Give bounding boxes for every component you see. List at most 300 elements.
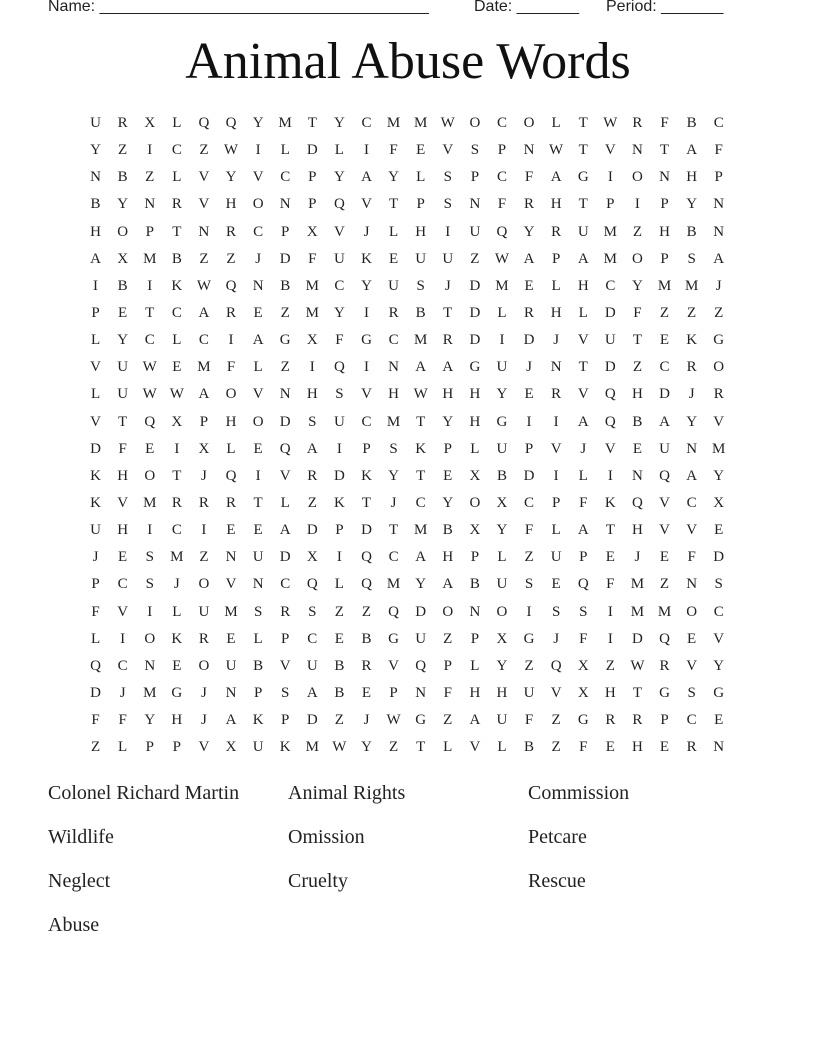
grid-letter[interactable]: W — [603, 115, 618, 131]
grid-letter[interactable]: U — [523, 684, 535, 701]
grid-letter[interactable]: J — [92, 549, 99, 566]
grid-letter[interactable]: M — [657, 277, 672, 294]
grid-letter[interactable]: B — [686, 115, 697, 131]
grid-letter[interactable]: H — [442, 386, 454, 403]
grid-letter[interactable]: L — [416, 169, 426, 186]
grid-letter[interactable]: D — [469, 304, 481, 321]
grid-letter[interactable]: T — [632, 332, 642, 349]
grid-letter[interactable]: O — [144, 467, 156, 484]
grid-letter[interactable]: X — [171, 413, 183, 430]
grid-letter[interactable]: Q — [225, 277, 237, 294]
grid-letter[interactable]: D — [279, 549, 291, 566]
grid-letter[interactable]: I — [201, 522, 207, 539]
grid-letter[interactable]: C — [361, 413, 372, 430]
grid-letter[interactable]: U — [117, 359, 129, 376]
grid-letter[interactable]: M — [414, 522, 428, 539]
grid-letter[interactable]: Z — [551, 739, 561, 756]
grid-letter[interactable]: P — [443, 657, 452, 674]
grid-letter[interactable]: K — [90, 467, 101, 484]
grid-letter[interactable]: E — [605, 549, 615, 566]
grid-letter[interactable]: Q — [415, 657, 427, 674]
grid-letter[interactable]: L — [172, 169, 182, 186]
grid-letter[interactable]: L — [551, 522, 561, 539]
grid-letter[interactable]: D — [415, 603, 427, 620]
grid-letter[interactable]: M — [657, 603, 672, 620]
grid-letter[interactable]: A — [686, 467, 698, 484]
grid-letter[interactable]: S — [443, 169, 452, 186]
grid-letter[interactable]: P — [91, 304, 100, 321]
grid-letter[interactable]: I — [255, 142, 261, 159]
grid-letter[interactable]: I — [553, 413, 559, 430]
grid-letter[interactable]: J — [553, 332, 560, 349]
grid-letter[interactable]: E — [118, 549, 128, 566]
grid-letter[interactable]: U — [415, 250, 427, 267]
grid-letter[interactable]: Y — [686, 413, 698, 430]
grid-letter[interactable]: A — [225, 712, 237, 729]
grid-letter[interactable]: Q — [333, 196, 345, 213]
grid-letter[interactable]: Q — [659, 630, 670, 647]
grid-letter[interactable]: E — [145, 440, 155, 457]
grid-letter[interactable]: E — [714, 712, 724, 729]
grid-letter[interactable]: V — [117, 603, 129, 620]
grid-letter[interactable]: A — [198, 386, 210, 403]
grid-letter[interactable]: U — [252, 549, 264, 566]
grid-letter[interactable]: N — [388, 359, 399, 376]
grid-letter[interactable]: I — [228, 332, 234, 349]
grid-letter[interactable]: G — [279, 332, 291, 349]
grid-letter[interactable]: N — [198, 223, 210, 240]
grid-letter[interactable]: O — [252, 413, 264, 430]
grid-letter[interactable]: H — [496, 684, 508, 701]
grid-letter[interactable]: V — [279, 467, 291, 484]
grid-letter[interactable]: C — [144, 332, 155, 349]
grid-letter[interactable]: Q — [225, 467, 237, 484]
grid-letter[interactable]: P — [91, 576, 100, 593]
grid-letter[interactable]: C — [307, 630, 318, 647]
grid-letter[interactable]: J — [580, 440, 587, 457]
grid-letter[interactable]: M — [197, 359, 211, 376]
grid-letter[interactable]: C — [524, 494, 535, 511]
grid-letter[interactable]: U — [496, 712, 508, 729]
grid-letter[interactable]: H — [577, 277, 589, 294]
grid-letter[interactable]: A — [442, 576, 454, 593]
grid-letter[interactable]: F — [606, 576, 615, 593]
grid-letter[interactable]: N — [252, 576, 264, 593]
grid-letter[interactable]: N — [686, 440, 698, 457]
grid-letter[interactable]: B — [442, 522, 453, 539]
grid-letter[interactable]: Z — [632, 359, 642, 376]
grid-letter[interactable]: B — [496, 467, 507, 484]
grid-letter[interactable]: F — [91, 712, 100, 729]
grid-letter[interactable]: R — [632, 712, 643, 729]
grid-letter[interactable]: P — [551, 250, 561, 267]
grid-letter[interactable]: K — [604, 494, 616, 511]
grid-letter[interactable]: P — [551, 494, 561, 511]
grid-letter[interactable]: S — [253, 603, 263, 620]
grid-letter[interactable]: N — [523, 142, 535, 159]
grid-letter[interactable]: L — [280, 494, 290, 511]
grid-letter[interactable]: J — [363, 223, 370, 240]
grid-letter[interactable]: U — [469, 223, 481, 240]
grid-letter[interactable]: H — [632, 522, 643, 539]
grid-letter[interactable]: U — [252, 739, 264, 756]
grid-letter[interactable]: M — [684, 277, 699, 294]
grid-letter[interactable]: W — [196, 277, 211, 294]
grid-letter[interactable]: L — [443, 739, 453, 756]
grid-letter[interactable]: A — [659, 413, 670, 430]
grid-letter[interactable]: Y — [713, 467, 725, 484]
grid-letter[interactable]: M — [630, 603, 645, 620]
grid-letter[interactable]: T — [307, 115, 317, 131]
grid-letter[interactable]: P — [660, 712, 669, 729]
grid-letter[interactable]: E — [253, 440, 263, 457]
grid-letter[interactable]: P — [714, 169, 723, 186]
grid-letter[interactable]: C — [280, 576, 291, 593]
grid-letter[interactable]: J — [553, 630, 560, 647]
grid-letter[interactable]: Y — [632, 277, 643, 294]
grid-letter[interactable]: C — [388, 332, 399, 349]
grid-letter[interactable]: P — [497, 142, 507, 159]
grid-letter[interactable]: R — [226, 223, 237, 240]
grid-letter[interactable]: L — [280, 142, 290, 159]
grid-letter[interactable]: U — [333, 250, 345, 267]
grid-letter[interactable]: J — [715, 277, 722, 294]
grid-letter[interactable]: O — [117, 223, 129, 240]
grid-letter[interactable]: J — [363, 712, 370, 729]
grid-letter[interactable]: X — [469, 467, 481, 484]
grid-letter[interactable]: X — [144, 115, 156, 131]
grid-letter[interactable]: X — [198, 440, 210, 457]
grid-letter[interactable]: H — [117, 467, 129, 484]
grid-letter[interactable]: F — [308, 250, 317, 267]
grid-letter[interactable]: N — [225, 549, 237, 566]
grid-letter[interactable]: R — [117, 115, 128, 131]
grid-letter[interactable]: V — [198, 739, 210, 756]
grid-letter[interactable]: Z — [470, 250, 480, 267]
grid-letter[interactable]: Z — [361, 603, 372, 620]
grid-letter[interactable]: J — [201, 712, 207, 729]
grid-letter[interactable]: L — [470, 657, 480, 674]
grid-letter[interactable]: A — [686, 142, 698, 159]
grid-letter[interactable]: S — [145, 549, 154, 566]
grid-letter[interactable]: V — [713, 630, 725, 647]
grid-letter[interactable]: V — [117, 494, 129, 511]
grid-letter[interactable]: R — [686, 359, 697, 376]
grid-letter[interactable]: F — [226, 359, 236, 376]
name-field-label[interactable]: Name: _____________________________________ — [48, 0, 429, 15]
grid-letter[interactable]: S — [714, 576, 723, 593]
grid-letter[interactable]: S — [470, 142, 480, 159]
grid-letter[interactable]: H — [550, 196, 562, 213]
grid-letter[interactable]: Z — [307, 494, 317, 511]
grid-letter[interactable]: J — [444, 277, 451, 294]
grid-letter[interactable]: P — [579, 549, 588, 566]
grid-letter[interactable]: D — [306, 522, 318, 539]
grid-letter[interactable]: L — [172, 115, 182, 131]
grid-letter[interactable]: S — [579, 603, 588, 620]
grid-letter[interactable]: N — [632, 467, 643, 484]
grid-letter[interactable]: N — [415, 684, 427, 701]
grid-letter[interactable]: I — [634, 196, 640, 213]
grid-letter[interactable]: W — [413, 386, 428, 403]
grid-letter[interactable]: Q — [632, 494, 643, 511]
grid-letter[interactable]: C — [659, 359, 670, 376]
grid-letter[interactable]: L — [118, 739, 128, 756]
grid-letter[interactable]: T — [118, 413, 128, 430]
grid-letter[interactable]: O — [469, 115, 481, 131]
grid-letter[interactable]: I — [147, 603, 153, 620]
grid-letter[interactable]: X — [577, 684, 589, 701]
grid-letter[interactable]: A — [442, 359, 454, 376]
grid-letter[interactable]: D — [659, 386, 670, 403]
grid-letter[interactable]: R — [659, 657, 670, 674]
grid-letter[interactable]: M — [305, 304, 319, 321]
grid-letter[interactable]: Z — [90, 739, 101, 756]
grid-letter[interactable]: C — [686, 494, 697, 511]
grid-letter[interactable]: H — [659, 223, 670, 240]
grid-letter[interactable]: N — [279, 386, 291, 403]
grid-letter[interactable]: T — [416, 467, 426, 484]
grid-letter[interactable]: I — [526, 603, 532, 620]
grid-letter[interactable]: Q — [604, 413, 616, 430]
grid-letter[interactable]: R — [605, 712, 616, 729]
grid-letter[interactable]: H — [550, 304, 562, 321]
grid-letter[interactable]: K — [171, 277, 183, 294]
grid-letter[interactable]: Y — [388, 169, 399, 186]
grid-letter[interactable]: A — [252, 332, 264, 349]
grid-letter[interactable]: G — [713, 684, 725, 701]
grid-letter[interactable]: W — [142, 386, 157, 403]
grid-letter[interactable]: U — [415, 630, 427, 647]
grid-letter[interactable]: V — [333, 223, 345, 240]
grid-letter[interactable]: E — [334, 630, 344, 647]
grid-letter[interactable]: Y — [361, 277, 372, 294]
grid-letter[interactable]: O — [198, 657, 210, 674]
grid-letter[interactable]: G — [577, 712, 589, 729]
grid-letter[interactable]: P — [416, 196, 425, 213]
grid-letter[interactable]: E — [226, 522, 236, 539]
grid-letter[interactable]: Y — [144, 712, 156, 729]
grid-letter[interactable]: P — [362, 440, 371, 457]
grid-letter[interactable]: K — [279, 739, 291, 756]
grid-letter[interactable]: N — [550, 359, 562, 376]
grid-letter[interactable]: M — [386, 413, 401, 430]
grid-letter[interactable]: J — [688, 386, 695, 403]
grid-letter[interactable]: U — [198, 603, 210, 620]
grid-letter[interactable]: R — [280, 603, 291, 620]
grid-letter[interactable]: I — [255, 467, 261, 484]
grid-letter[interactable]: R — [198, 630, 209, 647]
grid-letter[interactable]: X — [306, 223, 318, 240]
grid-letter[interactable]: L — [497, 739, 507, 756]
grid-letter[interactable]: P — [281, 630, 290, 647]
grid-letter[interactable]: F — [443, 684, 452, 701]
grid-letter[interactable]: F — [633, 304, 642, 321]
grid-letter[interactable]: R — [632, 115, 643, 131]
grid-letter[interactable]: T — [172, 223, 182, 240]
grid-letter[interactable]: C — [280, 169, 291, 186]
grid-letter[interactable]: V — [225, 576, 237, 593]
grid-letter[interactable]: U — [333, 413, 345, 430]
grid-letter[interactable]: F — [389, 142, 398, 159]
grid-letter[interactable]: N — [713, 739, 725, 756]
grid-letter[interactable]: P — [308, 196, 317, 213]
grid-letter[interactable]: J — [390, 494, 397, 511]
grid-letter[interactable]: H — [388, 386, 399, 403]
grid-letter[interactable]: C — [415, 494, 426, 511]
grid-letter[interactable]: I — [147, 142, 153, 159]
grid-letter[interactable]: N — [713, 196, 725, 213]
date-field-label[interactable]: Date: _______ — [474, 0, 579, 15]
grid-letter[interactable]: X — [306, 549, 318, 566]
grid-letter[interactable]: L — [253, 359, 263, 376]
grid-letter[interactable]: E — [659, 549, 670, 566]
grid-letter[interactable]: P — [470, 549, 480, 566]
grid-letter[interactable]: P — [660, 196, 669, 213]
grid-letter[interactable]: M — [414, 115, 428, 131]
grid-letter[interactable]: F — [660, 115, 669, 131]
grid-letter[interactable]: Z — [199, 250, 209, 267]
grid-letter[interactable]: T — [659, 142, 670, 159]
grid-letter[interactable]: K — [361, 250, 372, 267]
grid-letter[interactable]: Z — [280, 304, 290, 321]
grid-letter[interactable]: Y — [686, 196, 698, 213]
grid-letter[interactable]: L — [388, 223, 399, 240]
grid-letter[interactable]: N — [469, 603, 481, 620]
grid-letter[interactable]: C — [388, 549, 399, 566]
grid-letter[interactable]: R — [686, 739, 697, 756]
grid-letter[interactable]: P — [389, 684, 398, 701]
grid-letter[interactable]: A — [198, 304, 210, 321]
grid-letter[interactable]: W — [549, 142, 564, 159]
grid-letter[interactable]: B — [361, 630, 372, 647]
grid-letter[interactable]: W — [386, 712, 401, 729]
grid-letter[interactable]: T — [416, 413, 426, 430]
grid-letter[interactable]: M — [224, 603, 238, 620]
grid-letter[interactable]: F — [91, 603, 100, 620]
grid-letter[interactable]: B — [469, 576, 480, 593]
grid-letter[interactable]: Z — [118, 142, 128, 159]
grid-letter[interactable]: B — [253, 657, 264, 674]
grid-letter[interactable]: U — [388, 277, 399, 294]
grid-letter[interactable]: U — [496, 359, 508, 376]
grid-letter[interactable]: P — [145, 739, 154, 756]
grid-letter[interactable]: T — [605, 522, 615, 539]
grid-letter[interactable]: H — [604, 684, 616, 701]
grid-letter[interactable]: E — [714, 522, 724, 539]
grid-letter[interactable]: Y — [117, 332, 129, 349]
grid-letter[interactable]: Y — [361, 739, 372, 756]
grid-letter[interactable]: N — [713, 223, 725, 240]
grid-letter[interactable]: Y — [442, 494, 454, 511]
grid-letter[interactable]: V — [550, 440, 562, 457]
grid-letter[interactable]: V — [604, 440, 616, 457]
grid-letter[interactable]: V — [442, 142, 454, 159]
grid-letter[interactable]: C — [361, 115, 372, 131]
grid-letter[interactable]: I — [553, 467, 559, 484]
grid-letter[interactable]: Y — [496, 386, 508, 403]
grid-letter[interactable]: S — [443, 196, 452, 213]
grid-letter[interactable]: P — [172, 739, 181, 756]
grid-letter[interactable]: M — [143, 684, 157, 701]
grid-letter[interactable]: X — [225, 739, 237, 756]
grid-letter[interactable]: D — [469, 277, 481, 294]
grid-letter[interactable]: C — [171, 522, 182, 539]
grid-letter[interactable]: L — [578, 304, 588, 321]
grid-letter[interactable]: I — [607, 630, 613, 647]
grid-letter[interactable]: E — [524, 277, 534, 294]
grid-letter[interactable]: Q — [659, 467, 670, 484]
grid-letter[interactable]: U — [306, 657, 318, 674]
grid-letter[interactable]: K — [686, 332, 698, 349]
grid-letter[interactable]: D — [90, 684, 101, 701]
grid-letter[interactable]: Z — [605, 657, 615, 674]
grid-letter[interactable]: H — [469, 386, 481, 403]
grid-letter[interactable]: X — [469, 522, 481, 539]
grid-letter[interactable]: Y — [496, 657, 508, 674]
grid-letter[interactable]: E — [226, 630, 236, 647]
grid-letter[interactable]: O — [144, 630, 156, 647]
grid-letter[interactable]: S — [389, 440, 398, 457]
grid-letter[interactable]: Y — [415, 576, 427, 593]
grid-letter[interactable]: F — [118, 712, 127, 729]
grid-letter[interactable]: G — [659, 684, 670, 701]
grid-letter[interactable]: V — [90, 413, 101, 430]
grid-letter[interactable]: L — [551, 115, 561, 131]
grid-letter[interactable]: P — [145, 223, 154, 240]
grid-letter[interactable]: S — [524, 576, 534, 593]
grid-letter[interactable]: U — [604, 332, 616, 349]
grid-letter[interactable]: H — [632, 739, 643, 756]
grid-letter[interactable]: L — [172, 332, 182, 349]
grid-letter[interactable]: P — [199, 413, 209, 430]
grid-letter[interactable]: H — [632, 386, 643, 403]
grid-letter[interactable]: A — [523, 250, 535, 267]
grid-letter[interactable]: R — [361, 657, 372, 674]
grid-letter[interactable]: T — [145, 304, 155, 321]
grid-letter[interactable]: D — [604, 304, 616, 321]
grid-letter[interactable]: L — [172, 603, 182, 620]
grid-letter[interactable]: X — [496, 494, 508, 511]
grid-letter[interactable]: C — [117, 657, 128, 674]
grid-letter[interactable]: V — [659, 522, 670, 539]
grid-letter[interactable]: A — [550, 169, 562, 186]
grid-letter[interactable]: F — [579, 494, 588, 511]
grid-letter[interactable]: G — [388, 630, 399, 647]
grid-letter[interactable]: I — [526, 413, 532, 430]
grid-letter[interactable]: F — [335, 332, 344, 349]
grid-letter[interactable]: W — [169, 386, 184, 403]
grid-letter[interactable]: P — [335, 522, 344, 539]
grid-letter[interactable]: J — [173, 576, 180, 593]
grid-letter[interactable]: L — [497, 304, 507, 321]
grid-letter[interactable]: F — [524, 169, 534, 186]
grid-letter[interactable]: Z — [659, 304, 670, 321]
grid-letter[interactable]: U — [90, 522, 101, 539]
grid-letter[interactable]: Q — [306, 576, 318, 593]
grid-letter[interactable]: M — [603, 250, 617, 267]
grid-letter[interactable]: M — [495, 277, 509, 294]
grid-letter[interactable]: R — [226, 304, 237, 321]
grid-letter[interactable]: Z — [659, 576, 670, 593]
grid-letter[interactable]: S — [145, 576, 154, 593]
grid-letter[interactable]: T — [578, 115, 588, 131]
grid-letter[interactable]: N — [144, 196, 156, 213]
grid-letter[interactable]: C — [171, 142, 182, 159]
grid-letter[interactable]: V — [361, 386, 372, 403]
grid-letter[interactable]: Z — [280, 359, 290, 376]
grid-letter[interactable]: H — [442, 549, 454, 566]
